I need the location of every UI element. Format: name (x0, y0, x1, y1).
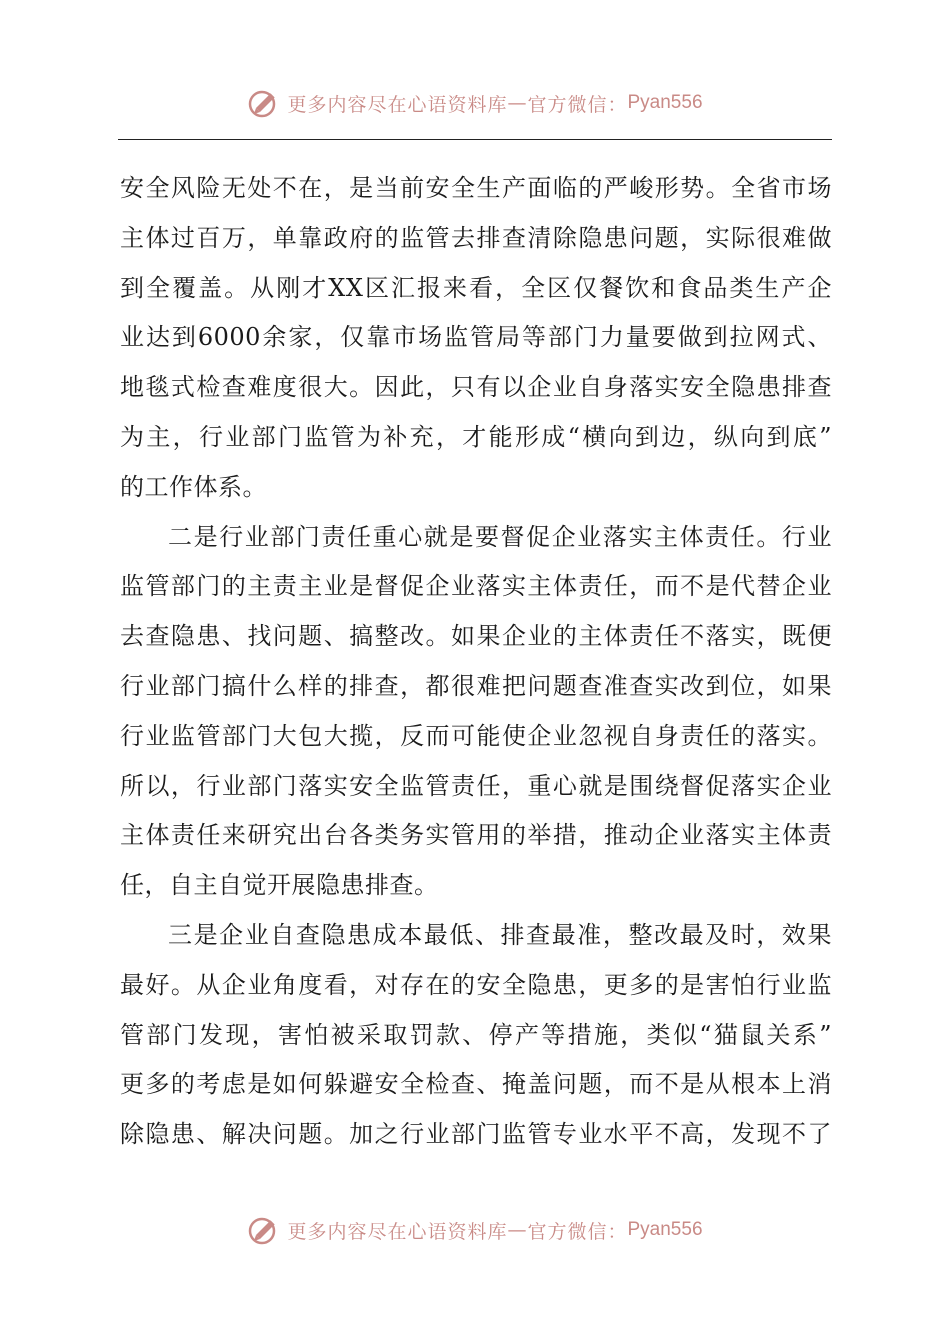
text-line: 监管部门的主责主业是督促企业落实主体责任，而不是代替企业 (120, 572, 832, 601)
text-line: 到全覆盖。从刚才XX区汇报来看，全区仅餐饮和食品类生产企 (120, 273, 832, 302)
text-line: 行业监管部门大包大揽，反而可能使企业忽视自身责任的落实。 (120, 721, 832, 750)
document-body (120, 164, 832, 1160)
footer-wechat-id: Pyan556 (627, 1219, 703, 1240)
text-line: 地毯式检查难度很大。因此，只有以企业自身落实安全隐患排查 (120, 373, 832, 402)
pen-logo-icon (247, 86, 281, 120)
text-line: 的工作体系。 (120, 472, 267, 501)
text-line: 去查隐患、找问题、搞整改。如果企业的主体责任不落实，既便 (120, 622, 832, 651)
text-line: 业达到6000余家，仅靠市场监管局等部门力量要做到拉网式、 (120, 323, 832, 352)
text-line: 最好。从企业角度看，对存在的安全隐患，更多的是害怕行业监 (120, 970, 832, 999)
text-line: 行业部门搞什么样的排查，都很难把问题查准查实改到位，如果 (120, 671, 832, 700)
text-line: 主体过百万，单靠政府的监管去排查清除隐患问题，实际很难做 (120, 223, 832, 252)
text-line: 安全风险无处不在，是当前安全生产面临的严峻形势。全省市场 (120, 174, 832, 202)
text-line: 任，自主自觉开展隐患排查。 (120, 871, 439, 900)
footer-separator: — (507, 1219, 528, 1241)
header-watermark-text: 更多内容尽在心语资料库 (287, 93, 508, 116)
paragraph-2 (120, 513, 832, 911)
header-separator: — (507, 92, 528, 114)
footer-wechat-label: 官方微信： (527, 1220, 628, 1243)
header-divider (118, 139, 832, 140)
text-line: 二是行业部门责任重心就是要督促企业落实主体责任。行业 (168, 522, 832, 551)
text-line: 所以，行业部门落实安全监管责任，重心就是围绕督促落实企业 (120, 771, 832, 800)
pen-logo-icon (247, 1213, 281, 1247)
text-line: 管部门发现，害怕被采取罚款、停产等措施，类似“猫鼠关系” (120, 1020, 832, 1049)
paragraph-1 (120, 164, 832, 513)
text-line: 三是企业自查隐患成本最低、排查最准，整改最及时，效果 (168, 920, 832, 949)
text-line: 为主，行业部门监管为补充，才能形成“横向到边，纵向到底” (120, 422, 832, 451)
text-line: 主体责任来研究出台各类务实管用的举措，推动企业落实主体责 (120, 821, 832, 850)
header-wechat-id: Pyan556 (627, 92, 703, 113)
header-watermark (0, 83, 950, 123)
paragraph-3 (120, 911, 832, 1160)
footer-watermark-text: 更多内容尽在心语资料库 (287, 1220, 508, 1243)
header-wechat-label: 官方微信： (527, 93, 628, 116)
text-line: 更多的考虑是如何躲避安全检查、掩盖问题，而不是从根本上消 (120, 1070, 832, 1099)
text-line: 除隐患、解决问题。加之行业部门监管专业水平不高，发现不了 (120, 1120, 832, 1149)
footer-watermark (0, 1210, 950, 1250)
